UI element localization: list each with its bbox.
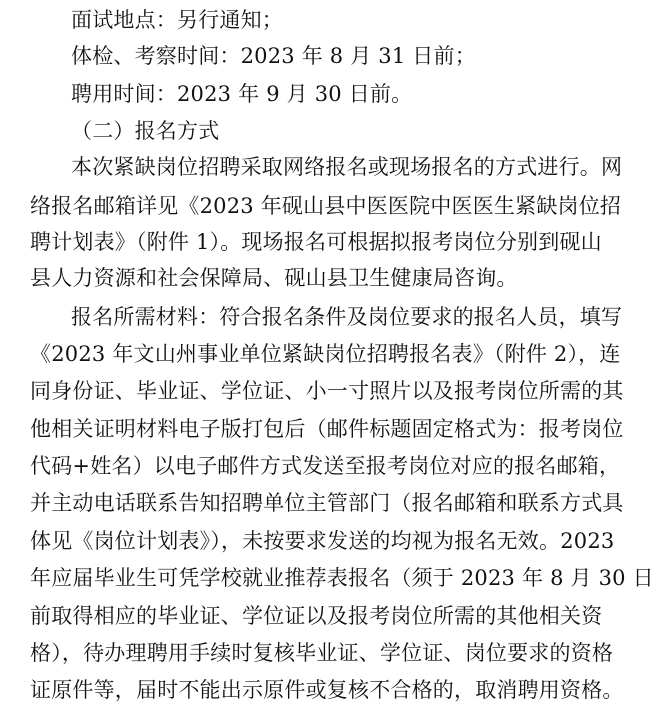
- paragraph-line: 并主动电话联系告知招聘单位主管部门（报名邮箱和联系方式具: [30, 491, 624, 515]
- paragraph-line: 体见《岗位计划表》），未按要求发送的均视为报名无效。2023: [30, 529, 615, 553]
- paragraph-line: 本次紧缺岗位招聘采取网络报名或现场报名的方式进行。网: [71, 155, 623, 179]
- exam-time-line: 体检、考察时间：2023 年 8 月 31 日前；: [71, 44, 476, 68]
- paragraph-line: 县人力资源和社会保障局、砚山县卫生健康局咨询。: [30, 266, 518, 290]
- paragraph-line: 同身份证、毕业证、学位证、小一寸照片以及报考岗位所需的其: [30, 379, 624, 403]
- paragraph-line: 络报名邮箱详见《2023 年砚山县中医医院中医医生紧缺岗位招: [30, 194, 622, 218]
- employment-time-line: 聘用时间：2023 年 9 月 30 日前。: [71, 82, 413, 106]
- paragraph-line: 证原件等，届时不能出示原件或复核不合格的，取消聘用资格。: [30, 678, 624, 702]
- paragraph-line: 他相关证明材料电子版打包后（邮件标题固定格式为：报考岗位: [30, 417, 624, 441]
- section-heading: （二）报名方式: [71, 119, 220, 143]
- paragraph-line: 《2023 年文山州事业单位紧缺岗位招聘报名表》（附件 2），连: [30, 342, 621, 366]
- paragraph-line: 聘计划表》（附件 1）。现场报名可根据拟报考岗位分别到砚山: [30, 230, 602, 254]
- paragraph-line: 年应届毕业生可凭学校就业推荐表报名（须于 2023 年 8 月 30 日: [30, 566, 654, 590]
- interview-location-line: 面试地点：另行通知；: [71, 8, 283, 32]
- paragraph-line: 代码+姓名）以电子邮件方式发送至报考岗位对应的报名邮箱，: [30, 454, 621, 478]
- paragraph-line: 报名所需材料：符合报名条件及岗位要求的报名人员，填写: [71, 305, 623, 329]
- paragraph-line: 前取得相应的毕业证、学位证以及报考岗位所需的其他相关资: [30, 604, 603, 628]
- paragraph-line: 格），待办理聘用手续时复核毕业证、学位证、岗位要求的资格: [30, 641, 614, 665]
